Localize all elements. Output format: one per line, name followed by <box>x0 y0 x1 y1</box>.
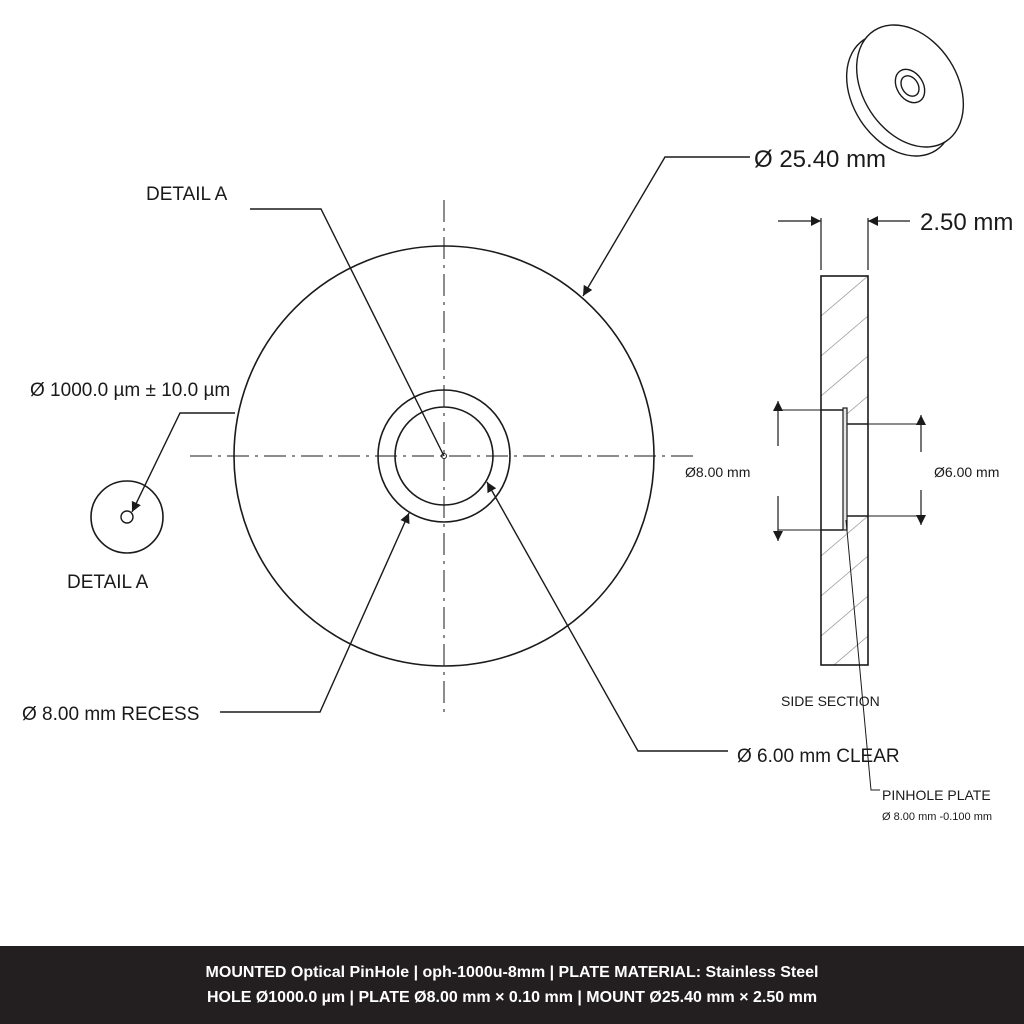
hole-diameter-label: Ø 1000.0 µm ± 10.0 µm <box>30 380 231 401</box>
detail-pinhole-circle <box>121 511 133 523</box>
hole-dia-leader <box>132 413 235 512</box>
recess-leader <box>220 513 409 712</box>
title-block-footer <box>0 946 1024 1024</box>
outer-dia-leader <box>583 157 750 296</box>
pinhole-plate-dia-label: Ø 8.00 mm -0.100 mm <box>882 811 993 823</box>
recess-label: Ø 8.00 mm RECESS <box>22 704 200 725</box>
detail-a-leader <box>250 209 444 456</box>
clear-leader <box>487 482 728 751</box>
detail-outline-circle <box>91 481 163 553</box>
pinhole-plate-label: PINHOLE PLATE <box>882 787 991 803</box>
detail-a-caption: DETAIL A <box>67 572 149 593</box>
side-clear-diameter-label: Ø6.00 mm <box>934 464 1000 480</box>
detail-a-label: DETAIL A <box>146 184 228 205</box>
footer-line-2: HOLE Ø1000.0 µm | PLATE Ø8.00 mm × 0.10 mm | MOUNT Ø25.40 mm × 2.50 mm <box>206 989 818 1006</box>
clear-label: Ø 6.00 mm CLEAR <box>737 746 900 767</box>
side-recess-diameter-label: Ø8.00 mm <box>685 464 751 480</box>
recess-cutout <box>821 410 843 530</box>
side-section-caption: SIDE SECTION <box>781 693 880 709</box>
footer-line-1: MOUNTED Optical PinHole | oph-1000u-8mm | PLATE MATERIAL: Stainless Steel <box>205 964 819 981</box>
outer-diameter-label: Ø 25.40 mm <box>754 146 887 173</box>
detail-a-view <box>91 481 163 553</box>
thickness-label: 2.50 mm <box>920 209 1014 236</box>
pinhole-plate-section <box>843 408 847 530</box>
